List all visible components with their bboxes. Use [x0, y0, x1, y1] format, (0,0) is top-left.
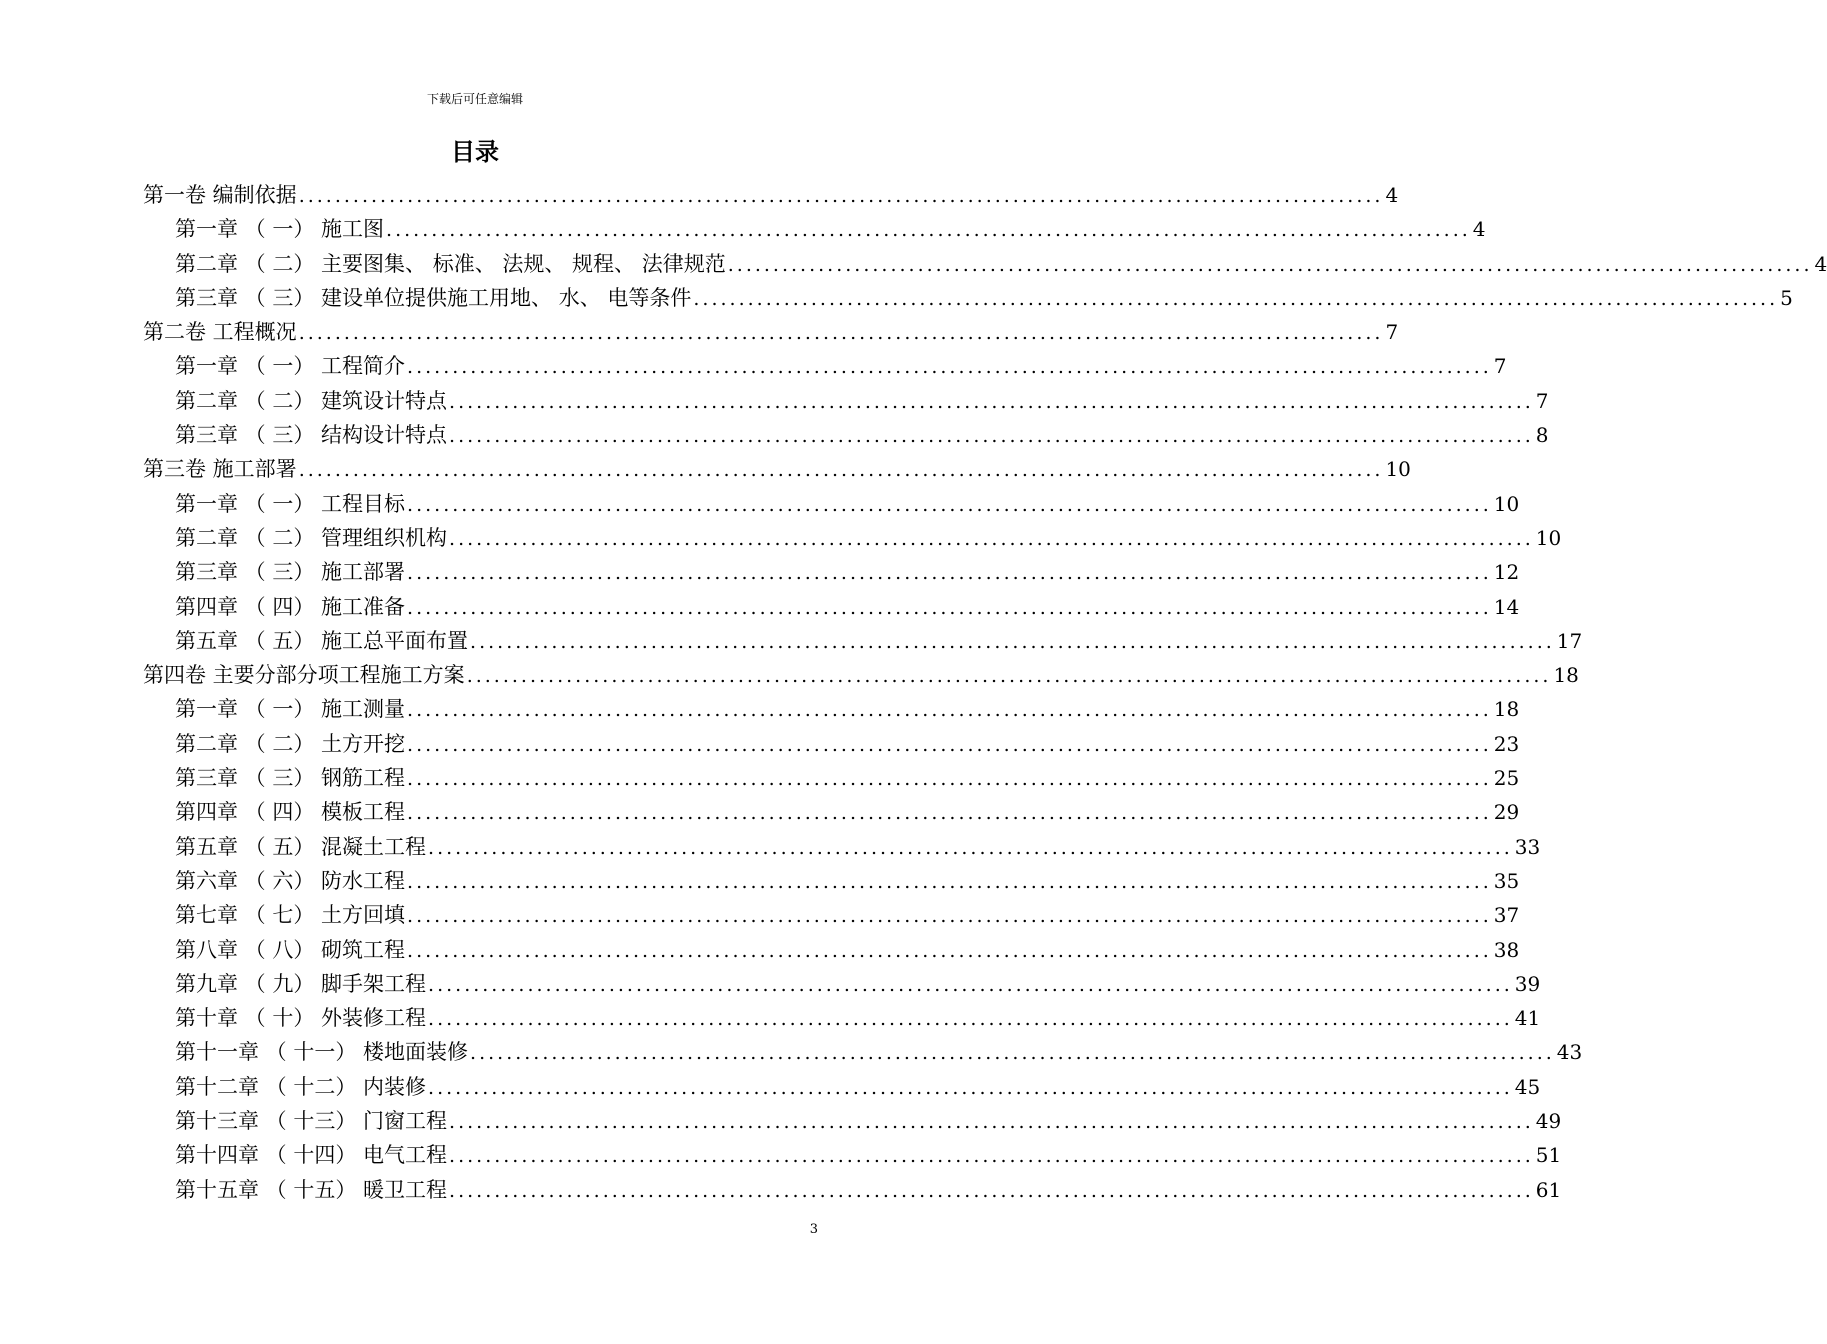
- toc-dot-leader: ........................................................................................................................: [449, 390, 1534, 413]
- toc-dot-leader: ........................................................................................................................: [407, 562, 1492, 585]
- toc-entry-page: 8: [1535, 423, 1549, 448]
- toc-dot-leader: ........................................................................................................................: [407, 802, 1492, 825]
- toc-entry-page: 10: [1385, 457, 1411, 482]
- toc-entry-label: 第一卷 编制依据: [143, 183, 297, 207]
- toc-entry-page: 45: [1514, 1074, 1541, 1099]
- toc-entry-label: 第二章 （ 二） 建筑设计特点: [175, 388, 448, 413]
- toc-entry-label: 第五章 （ 五） 混凝土工程: [175, 834, 427, 859]
- toc-entry-label: 第二卷 工程概况: [143, 320, 297, 345]
- toc-entry-page: 10: [1535, 525, 1562, 550]
- toc-entry-label: 第一章 （ 一） 工程简介: [175, 354, 406, 379]
- page-number: 3: [809, 1222, 818, 1237]
- toc-entry-label: 第七章 （ 七） 土方回填: [175, 903, 406, 928]
- toc-entry-label: 第三章 （ 三） 钢筋工程: [175, 766, 406, 791]
- toc-chapter-entry[interactable]: [143, 1070, 1541, 1104]
- toc-entry-page: 35: [1493, 868, 1520, 893]
- toc-entry-label: 第三卷 施工部署: [143, 457, 297, 482]
- toc-entry-label: 第三章 （ 三） 结构设计特点: [175, 423, 448, 448]
- toc-chapter-entry[interactable]: [143, 418, 1549, 452]
- toc-chapter-entry[interactable]: [143, 521, 1562, 555]
- toc-dot-leader: ........................................................................................................................: [407, 699, 1492, 722]
- toc-entry-label: 第三章 （ 三） 施工部署: [175, 560, 406, 585]
- toc-entry-label: 第五章 （ 五） 施工总平面布置: [175, 628, 469, 653]
- toc-chapter-entry[interactable]: [143, 967, 1541, 1001]
- toc-dot-leader: ........................................................................................................................: [428, 1008, 1513, 1031]
- toc-entry-label: 第四章 （ 四） 模板工程: [175, 800, 406, 825]
- toc-chapter-entry[interactable]: [143, 212, 1486, 246]
- toc-chapter-entry[interactable]: [143, 555, 1520, 589]
- toc-chapter-entry[interactable]: [143, 487, 1520, 521]
- toc-entry-page: 10: [1493, 491, 1520, 516]
- toc-entry-label: 第八章 （ 八） 砌筑工程: [175, 937, 406, 962]
- toc-chapter-entry[interactable]: [143, 830, 1541, 864]
- toc-entry-page: 17: [1556, 628, 1583, 653]
- toc-chapter-entry[interactable]: [143, 1173, 1562, 1207]
- toc-dot-leader: ........................................................................................................................: [470, 630, 1555, 653]
- toc-entry-label: 第二章 （ 二） 主要图集、 标准、 法规、 规程、 法律规范: [175, 251, 726, 276]
- toc-chapter-entry[interactable]: [143, 590, 1520, 624]
- toc-dot-leader: ........................................................................................................................: [693, 287, 1779, 310]
- toc-entry-page: 18: [1553, 663, 1579, 688]
- toc-entry-label: 第十一章 （ 十一） 楼地面装修: [175, 1040, 469, 1065]
- toc-chapter-entry[interactable]: [143, 864, 1520, 898]
- toc-chapter-entry[interactable]: [143, 247, 1827, 281]
- toc-chapter-entry[interactable]: [143, 933, 1520, 967]
- toc-entry-label: 第一章 （ 一） 施工测量: [175, 697, 406, 722]
- toc-chapter-entry[interactable]: [143, 1138, 1562, 1172]
- toc-entry-page: 18: [1493, 697, 1520, 722]
- toc-entry-page: 49: [1535, 1109, 1562, 1134]
- toc-entry-page: 4: [1814, 251, 1827, 276]
- toc-dot-leader: ........................................................................................................................: [428, 973, 1513, 996]
- toc-entry-label: 第一章 （ 一） 施工图: [175, 217, 385, 242]
- toc-volume-entry[interactable]: [143, 315, 1399, 349]
- toc-entry-page: 43: [1556, 1040, 1583, 1065]
- toc-entry-page: 4: [1472, 217, 1486, 242]
- toc-chapter-entry[interactable]: [143, 795, 1520, 829]
- toc-chapter-entry[interactable]: [143, 1001, 1541, 1035]
- toc-dot-leader: ........................................................................................................................: [407, 870, 1492, 893]
- toc-chapter-entry[interactable]: [143, 761, 1520, 795]
- toc-dot-leader: ........................................................................................................................: [407, 768, 1492, 791]
- toc-dot-leader: ........................................................................................................................: [470, 1042, 1555, 1065]
- toc-dot-leader: ........................................................................................................................: [407, 493, 1492, 516]
- toc-entry-page: 5: [1780, 285, 1793, 310]
- toc-entry-label: 第四卷 主要分部分项工程施工方案: [143, 663, 465, 688]
- toc-chapter-entry[interactable]: [143, 898, 1520, 932]
- toc-dot-leader: ........................................................................................................................: [428, 1076, 1513, 1099]
- toc-entry-page: 41: [1514, 1006, 1541, 1031]
- toc-dot-leader: ........................................................................................................................: [298, 459, 1384, 482]
- toc-volume-entry[interactable]: [143, 658, 1579, 692]
- toc-entry-label: 第十章 （ 十） 外装修工程: [175, 1006, 427, 1031]
- toc-dot-leader: ........................................................................................................................: [449, 1145, 1534, 1168]
- toc-entry-label: 第四章 （ 四） 施工准备: [175, 594, 406, 619]
- toc-chapter-entry[interactable]: [143, 384, 1549, 418]
- toc-dot-leader: ........................................................................................................................: [727, 253, 1813, 276]
- toc-entry-label: 第二章 （ 二） 管理组织机构: [175, 525, 448, 550]
- toc-chapter-entry[interactable]: [143, 1035, 1583, 1069]
- toc-dot-leader: ........................................................................................................................: [407, 356, 1492, 379]
- toc-dot-leader: ........................................................................................................................: [407, 596, 1492, 619]
- toc-entry-label: 第一章 （ 一） 工程目标: [175, 491, 406, 516]
- toc-entry-label: 第六章 （ 六） 防水工程: [175, 868, 406, 893]
- toc-entry-label: 第二章 （ 二） 土方开挖: [175, 731, 406, 756]
- toc-volume-entry[interactable]: [143, 178, 1399, 212]
- toc-entry-page: 38: [1493, 937, 1520, 962]
- toc-entry-label: 第十四章 （ 十四） 电气工程: [175, 1143, 448, 1168]
- toc-dot-leader: ........................................................................................................................: [449, 527, 1534, 550]
- toc-entry-label: 第十五章 （ 十五） 暖卫工程: [175, 1177, 448, 1202]
- toc-chapter-entry[interactable]: [143, 349, 1507, 383]
- toc-entry-label: 第三章 （ 三） 建设单位提供施工用地、 水、 电等条件: [175, 285, 692, 310]
- toc-dot-leader: ........................................................................................................................: [449, 1179, 1534, 1202]
- toc-dot-leader: ........................................................................................................................: [407, 733, 1492, 756]
- toc-volume-entry[interactable]: [143, 452, 1411, 486]
- toc-entry-page: 7: [1385, 320, 1399, 345]
- toc-entry-page: 33: [1514, 834, 1541, 859]
- toc-chapter-entry[interactable]: [143, 624, 1583, 658]
- toc-entry-page: 51: [1535, 1143, 1562, 1168]
- toc-entry-page: 14: [1493, 594, 1520, 619]
- toc-dot-leader: ........................................................................................................................: [449, 425, 1534, 448]
- toc-entry-label: 第十二章 （ 十二） 内装修: [175, 1074, 427, 1099]
- toc-dot-leader: ........................................................................................................................: [428, 836, 1513, 859]
- toc-dot-leader: ........................................................................................................................: [298, 322, 1384, 345]
- toc-dot-leader: ........................................................................................................................: [386, 219, 1471, 242]
- toc-entry-page: 29: [1493, 800, 1520, 825]
- toc-chapter-entry[interactable]: [143, 692, 1520, 726]
- toc-chapter-entry[interactable]: [143, 1104, 1562, 1138]
- page-header: 下载后可任意编辑: [426, 92, 523, 106]
- toc-entry-page: 23: [1493, 731, 1520, 756]
- toc-chapter-entry[interactable]: [143, 727, 1520, 761]
- toc-entry-page: 39: [1514, 971, 1541, 996]
- toc-entry-label: 第十三章 （ 十三） 门窗工程: [175, 1109, 448, 1134]
- toc-entry-page: 25: [1493, 766, 1520, 791]
- toc-entry-page: 61: [1535, 1177, 1562, 1202]
- toc-chapter-entry[interactable]: [143, 281, 1793, 315]
- table-of-contents: [143, 178, 1827, 1207]
- toc-entry-page: 37: [1493, 903, 1520, 928]
- toc-dot-leader: ........................................................................................................................: [407, 939, 1492, 962]
- toc-entry-page: 4: [1385, 183, 1399, 207]
- toc-entry-page: 7: [1493, 354, 1507, 379]
- toc-dot-leader: ........................................................................................................................: [466, 665, 1552, 688]
- toc-dot-leader: ........................................................................................................................: [407, 905, 1492, 928]
- toc-dot-leader: ........................................................................................................................: [298, 185, 1384, 207]
- toc-entry-label: 第九章 （ 九） 脚手架工程: [175, 971, 427, 996]
- page-title: 目录: [451, 138, 499, 166]
- toc-dot-leader: ........................................................................................................................: [449, 1111, 1534, 1134]
- toc-entry-page: 7: [1535, 388, 1549, 413]
- toc-entry-page: 12: [1493, 560, 1520, 585]
